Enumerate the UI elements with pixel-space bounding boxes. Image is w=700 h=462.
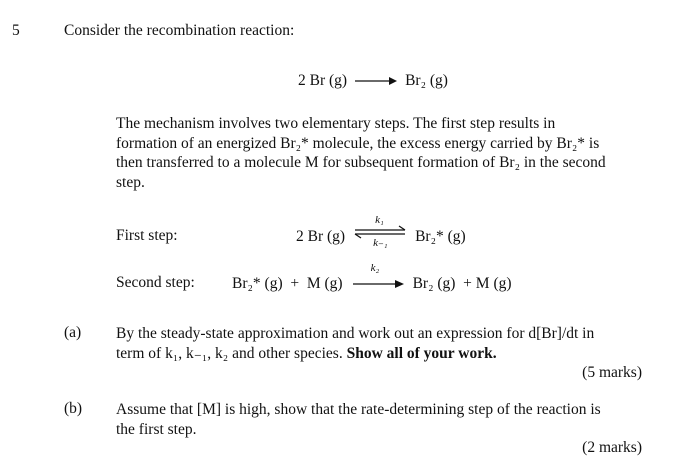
part-a-line2 bbox=[116, 344, 656, 364]
overall-reaction-lhs: 2 Br (g) bbox=[298, 72, 348, 89]
first-step-lhs: 2 Br (g) bbox=[296, 228, 346, 245]
equilibrium-arrow bbox=[351, 214, 409, 248]
part-a-line2-bold: Show all of your work. bbox=[346, 344, 497, 362]
part-a-line2-plain: term of k₁, k₋₁, k₂ and other species. bbox=[116, 344, 343, 362]
part-a-label: (a) bbox=[64, 324, 82, 341]
paragraph-line: step. bbox=[116, 173, 145, 191]
k-forward-label: k₁ bbox=[375, 214, 384, 226]
first-step-equation bbox=[296, 214, 466, 248]
second-step-rhs: Br₂ (g) + M (g) bbox=[412, 275, 512, 292]
first-step-label: First step: bbox=[116, 227, 178, 244]
mechanism-paragraph bbox=[116, 114, 656, 192]
k-reverse-label: k₋₁ bbox=[373, 237, 388, 249]
part-b-text bbox=[116, 400, 656, 439]
paragraph-line: formation of an energized Br₂* molecule, the excess energy carried by Br₂* is bbox=[116, 134, 600, 152]
reaction-arrow-icon bbox=[353, 74, 399, 88]
overall-reaction bbox=[298, 72, 448, 90]
part-b-line1: Assume that [M] is high, show that the rate-determining step of the reaction is bbox=[116, 401, 601, 418]
second-step-lhs: Br₂* (g) + M (g) bbox=[232, 275, 343, 292]
forward-arrow bbox=[349, 262, 407, 294]
second-step-equation bbox=[232, 262, 512, 294]
first-step-rhs: Br₂* (g) bbox=[415, 228, 466, 245]
part-b-label: (b) bbox=[64, 400, 83, 417]
part-a-line1: By the steady-state approximation and work out an expression for d[Br]/dt in bbox=[116, 325, 595, 342]
k2-label: k₂ bbox=[370, 262, 380, 274]
second-step-label: Second step: bbox=[116, 274, 195, 291]
paragraph-line: The mechanism involves two elementary steps. The first step results in bbox=[116, 115, 556, 132]
forward-arrow-icon bbox=[349, 274, 407, 294]
overall-reaction-rhs: Br₂ (g) bbox=[405, 72, 448, 89]
part-a-text bbox=[116, 324, 656, 363]
paragraph-line: then transferred to a molecule M for subsequent formation of Br₂ in the second bbox=[116, 154, 606, 171]
part-b-marks: (2 marks) bbox=[582, 439, 642, 456]
part-b-line2: the first step. bbox=[116, 420, 197, 438]
question-number: 5 bbox=[12, 22, 20, 39]
question-intro: Consider the recombination reaction: bbox=[64, 22, 295, 39]
part-a-marks: (5 marks) bbox=[582, 364, 642, 381]
